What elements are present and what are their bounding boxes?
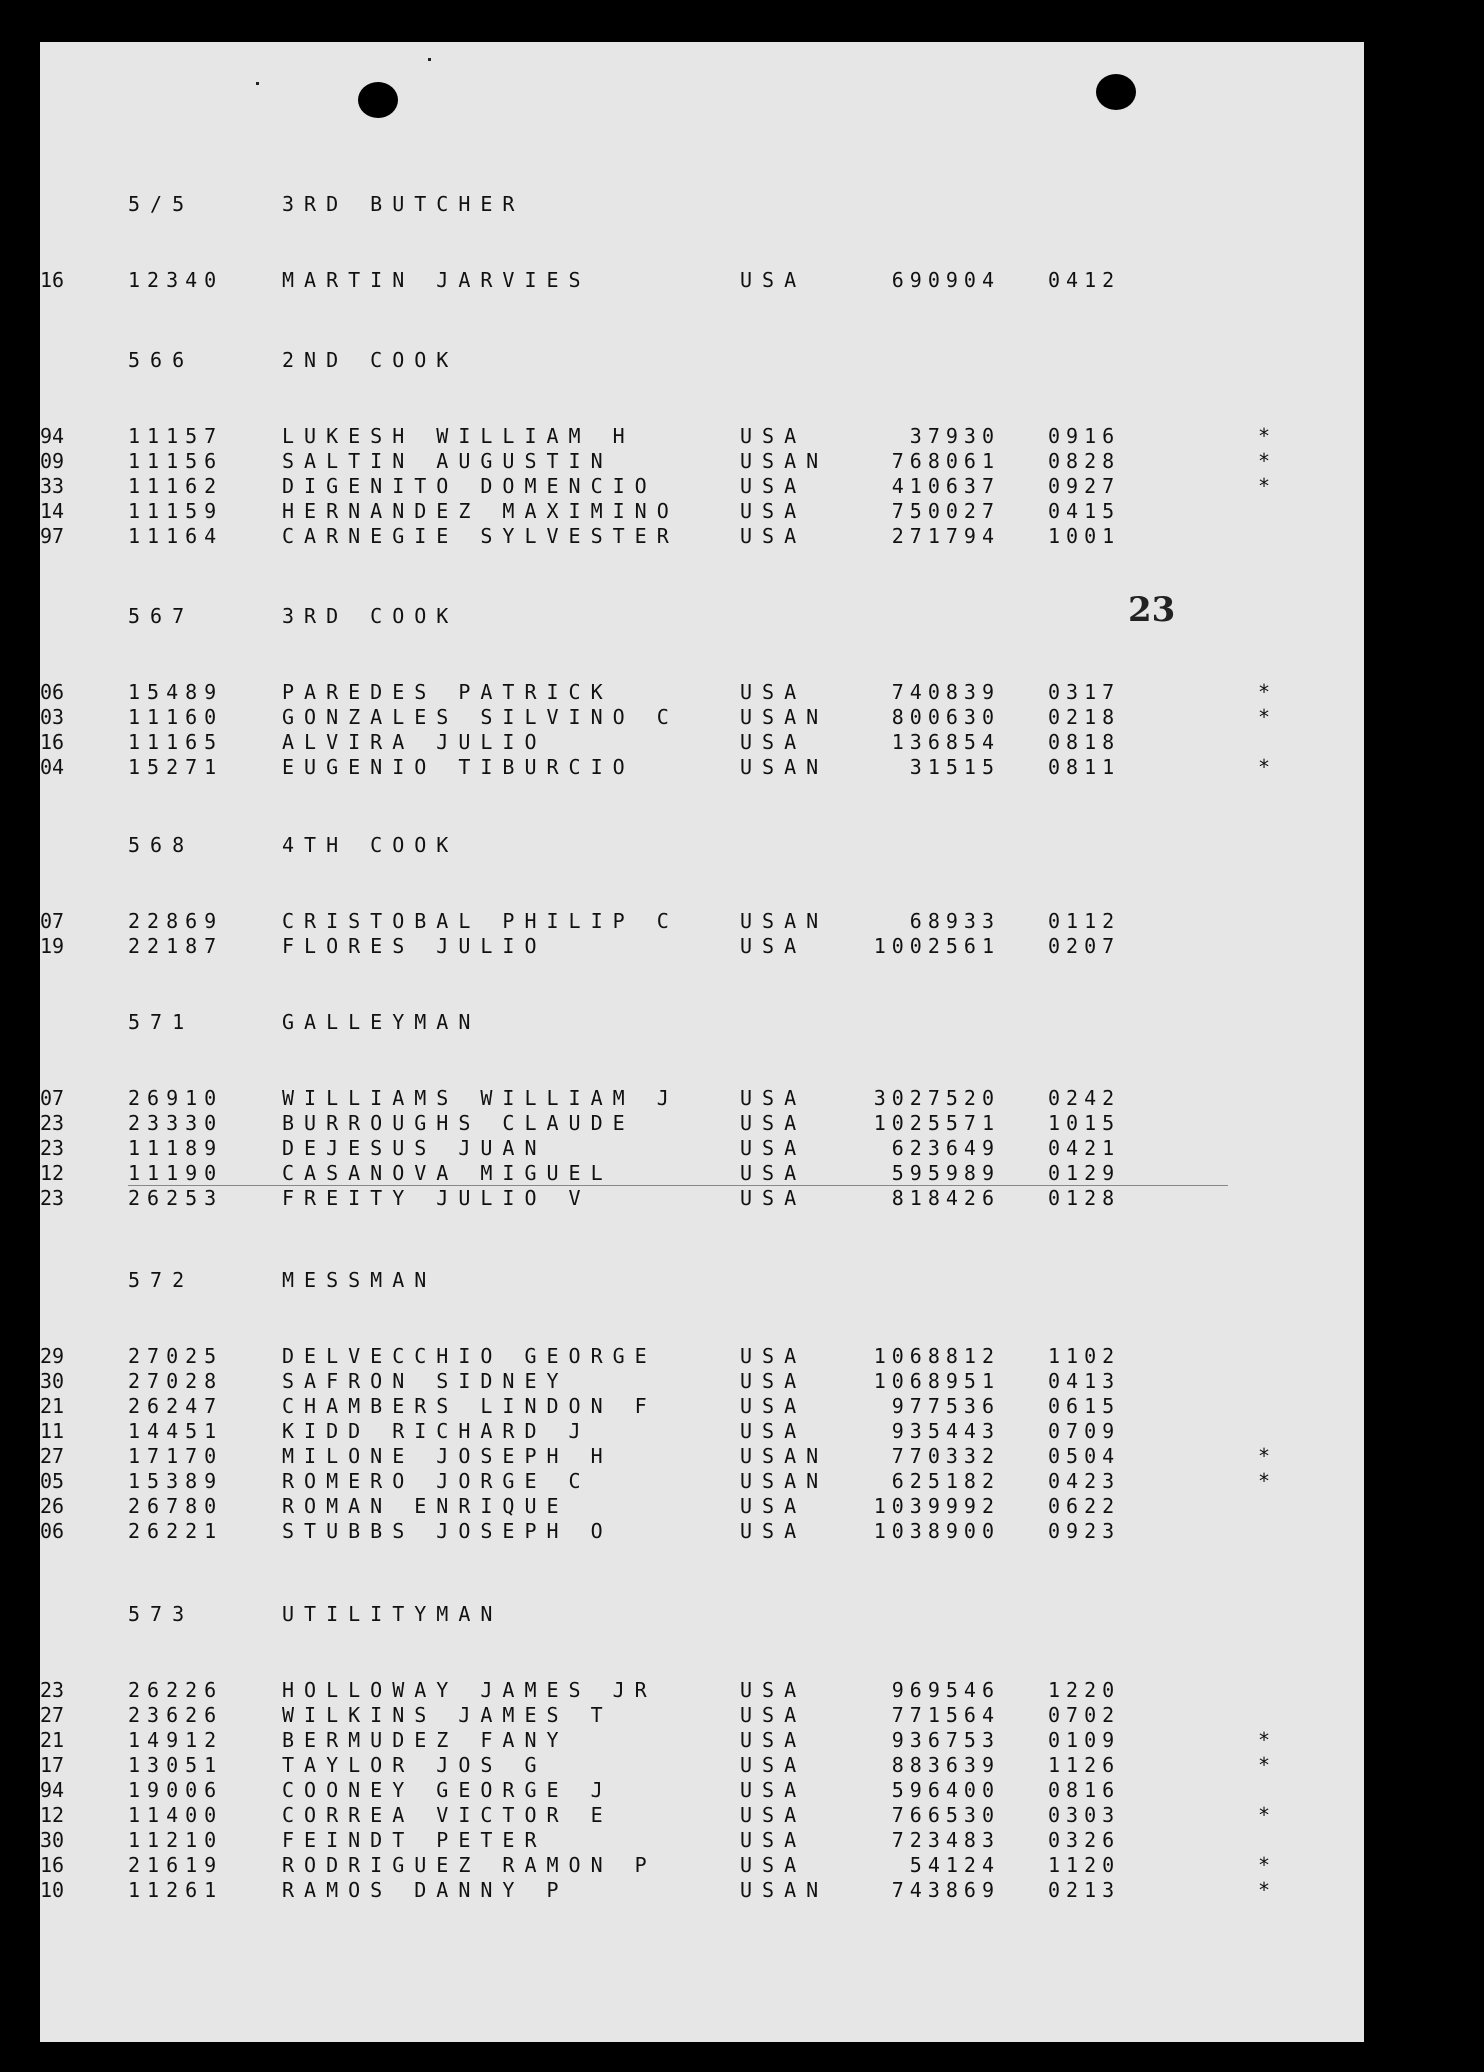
row-num: 1039992: [873, 1494, 1000, 1518]
row-num: 625182: [891, 1469, 1000, 1493]
row-num: 690904: [891, 268, 1000, 292]
row-name: ROMAN ENRIQUE: [282, 1494, 569, 1518]
row-num: 723483: [891, 1828, 1000, 1852]
row-mark: *: [1258, 1728, 1271, 1752]
row-mark: *: [1258, 705, 1271, 729]
row-id: 26226: [128, 1678, 224, 1702]
row-name: COONEY GEORGE J: [282, 1778, 613, 1802]
row-id: 23330: [128, 1111, 224, 1135]
row-name: CARNEGIE SYLVESTER: [282, 524, 679, 548]
row-num: 768061: [891, 449, 1000, 473]
row-id: 27028: [128, 1369, 224, 1393]
row-date: 1001: [1048, 524, 1121, 548]
row-nat: USA: [740, 1828, 807, 1852]
row-id: 23626: [128, 1703, 224, 1727]
row-num: 1068951: [873, 1369, 1000, 1393]
section-title: UTILITYMAN: [282, 1602, 503, 1626]
row-count: 23: [40, 1136, 65, 1160]
roster-row: [40, 1803, 1340, 1827]
row-num: 743869: [891, 1878, 1000, 1902]
roster-row: [40, 449, 1340, 473]
row-name: SAFRON SIDNEY: [282, 1369, 569, 1393]
row-nat: USA: [740, 1753, 807, 1777]
roster-row: [40, 730, 1340, 754]
row-mark: *: [1258, 680, 1271, 704]
row-id: 26247: [128, 1394, 224, 1418]
row-name: DEJESUS JUAN: [282, 1136, 547, 1160]
row-nat: USA: [740, 474, 807, 498]
row-date: 0412: [1048, 268, 1121, 292]
section-code: 571: [128, 1010, 195, 1034]
section-title: GALLEYMAN: [282, 1010, 481, 1034]
row-num: 935443: [891, 1419, 1000, 1443]
row-id: 22187: [128, 934, 224, 958]
section-code: 567: [128, 604, 195, 628]
section-title: 2ND COOK: [282, 348, 459, 372]
row-num: 969546: [891, 1678, 1000, 1702]
row-nat: USA: [740, 1186, 807, 1210]
row-count: 09: [40, 449, 65, 473]
row-nat: USA: [740, 1803, 807, 1827]
roster-row: [40, 424, 1340, 448]
row-name: PAREDES PATRICK: [282, 680, 613, 704]
roster-row: [40, 1186, 1340, 1210]
row-date: 0927: [1048, 474, 1121, 498]
row-num: 740839: [891, 680, 1000, 704]
row-name: DELVECCHIO GEORGE: [282, 1344, 657, 1368]
section-code: 5/5: [128, 192, 195, 216]
section-code: 572: [128, 1268, 195, 1292]
row-nat: USA: [740, 1494, 807, 1518]
row-count: 06: [40, 1519, 65, 1543]
row-num: 1038900: [873, 1519, 1000, 1543]
row-id: 19006: [128, 1778, 224, 1802]
row-date: 0923: [1048, 1519, 1121, 1543]
row-count: 16: [40, 730, 65, 754]
row-count: 07: [40, 909, 65, 933]
roster-row: [40, 1136, 1340, 1160]
row-id: 11156: [128, 449, 224, 473]
row-mark: *: [1258, 424, 1271, 448]
row-name: BURROUGHS CLAUDE: [282, 1111, 635, 1135]
row-count: 33: [40, 474, 65, 498]
row-date: 0112: [1048, 909, 1121, 933]
row-date: 0421: [1048, 1136, 1121, 1160]
row-nat: USA: [740, 1161, 807, 1185]
section-code: 573: [128, 1602, 195, 1626]
row-name: ALVIRA JULIO: [282, 730, 547, 754]
row-id: 17170: [128, 1444, 224, 1468]
roster-row: [40, 680, 1340, 704]
row-name: KIDD RICHARD J: [282, 1419, 591, 1443]
row-count: 03: [40, 705, 65, 729]
row-name: WILLIAMS WILLIAM J: [282, 1086, 679, 1110]
row-num: 1068812: [873, 1344, 1000, 1368]
row-nat: USA: [740, 268, 807, 292]
section-title: 3RD BUTCHER: [282, 192, 525, 216]
row-id: 11164: [128, 524, 224, 548]
section-code: 568: [128, 833, 195, 857]
row-count: 04: [40, 755, 65, 779]
section-title: 4TH COOK: [282, 833, 459, 857]
row-num: 410637: [891, 474, 1000, 498]
row-count: 94: [40, 1778, 65, 1802]
row-num: 68933: [909, 909, 1000, 933]
row-date: 0415: [1048, 499, 1121, 523]
row-date: 1102: [1048, 1344, 1121, 1368]
roster-row: [40, 1161, 1340, 1185]
row-nat: USA: [740, 1111, 807, 1135]
roster-row: [40, 499, 1340, 523]
row-id: 11400: [128, 1803, 224, 1827]
row-name: HOLLOWAY JAMES JR: [282, 1678, 657, 1702]
row-id: 22869: [128, 909, 224, 933]
row-name: STUBBS JOSEPH O: [282, 1519, 613, 1543]
punch-hole: [1096, 74, 1136, 110]
row-date: 0109: [1048, 1728, 1121, 1752]
row-num: 977536: [891, 1394, 1000, 1418]
row-name: BERMUDEZ FANY: [282, 1728, 569, 1752]
row-count: 29: [40, 1344, 65, 1368]
row-date: 0218: [1048, 705, 1121, 729]
row-date: 0615: [1048, 1394, 1121, 1418]
row-id: 11261: [128, 1878, 224, 1902]
roster-row: [40, 1469, 1340, 1493]
row-nat: USAN: [740, 449, 829, 473]
row-mark: *: [1258, 1444, 1271, 1468]
roster-row: [40, 1419, 1340, 1443]
row-date: 0811: [1048, 755, 1121, 779]
roster-row: [40, 1828, 1340, 1852]
row-nat: USA: [740, 1778, 807, 1802]
roster-row: [40, 1086, 1340, 1110]
row-id: 13051: [128, 1753, 224, 1777]
section-title: 3RD COOK: [282, 604, 459, 628]
row-id: 26253: [128, 1186, 224, 1210]
row-name: EUGENIO TIBURCIO: [282, 755, 635, 779]
row-num: 800630: [891, 705, 1000, 729]
roster-row: [40, 1444, 1340, 1468]
row-date: 0326: [1048, 1828, 1121, 1852]
row-nat: USA: [740, 1136, 807, 1160]
row-date: 0242: [1048, 1086, 1121, 1110]
row-id: 11190: [128, 1161, 224, 1185]
row-date: 0207: [1048, 934, 1121, 958]
row-num: 1002561: [873, 934, 1000, 958]
roster-row: [40, 474, 1340, 498]
row-num: 771564: [891, 1703, 1000, 1727]
row-mark: *: [1258, 1753, 1271, 1777]
row-nat: USAN: [740, 705, 829, 729]
roster-row: [40, 705, 1340, 729]
row-count: 30: [40, 1369, 65, 1393]
row-date: 0413: [1048, 1369, 1121, 1393]
row-num: 936753: [891, 1728, 1000, 1752]
row-date: 0423: [1048, 1469, 1121, 1493]
roster-row: [40, 1519, 1340, 1543]
row-num: 31515: [909, 755, 1000, 779]
row-count: 16: [40, 268, 65, 292]
row-date: 0816: [1048, 1778, 1121, 1802]
row-count: 97: [40, 524, 65, 548]
row-mark: *: [1258, 755, 1271, 779]
row-name: FLORES JULIO: [282, 934, 547, 958]
row-id: 12340: [128, 268, 224, 292]
roster-row: [40, 1753, 1340, 1777]
row-num: 770332: [891, 1444, 1000, 1468]
roster-row: [40, 934, 1340, 958]
row-count: 14: [40, 499, 65, 523]
row-name: CASANOVA MIGUEL: [282, 1161, 613, 1185]
row-num: 1025571: [873, 1111, 1000, 1135]
row-name: ROMERO JORGE C: [282, 1469, 591, 1493]
row-id: 21619: [128, 1853, 224, 1877]
row-name: CRISTOBAL PHILIP C: [282, 909, 679, 933]
row-name: MARTIN JARVIES: [282, 268, 591, 292]
row-id: 11160: [128, 705, 224, 729]
row-id: 26910: [128, 1086, 224, 1110]
row-num: 3027520: [873, 1086, 1000, 1110]
row-nat: USA: [740, 1678, 807, 1702]
row-date: 1015: [1048, 1111, 1121, 1135]
row-num: 37930: [909, 424, 1000, 448]
row-nat: USA: [740, 680, 807, 704]
row-name: TAYLOR JOS G: [282, 1753, 547, 1777]
roster-row: [40, 1494, 1340, 1518]
row-nat: USA: [740, 499, 807, 523]
row-count: 07: [40, 1086, 65, 1110]
row-id: 11159: [128, 499, 224, 523]
row-nat: USA: [740, 1344, 807, 1368]
row-mark: *: [1258, 1469, 1271, 1493]
row-count: 23: [40, 1111, 65, 1135]
punch-hole: [358, 82, 398, 118]
row-id: 11157: [128, 424, 224, 448]
row-nat: USA: [740, 1369, 807, 1393]
row-id: 14451: [128, 1419, 224, 1443]
row-mark: *: [1258, 474, 1271, 498]
roster-row: [40, 1703, 1340, 1727]
row-num: 750027: [891, 499, 1000, 523]
row-count: 10: [40, 1878, 65, 1902]
row-nat: USAN: [740, 1469, 829, 1493]
row-name: CORREA VICTOR E: [282, 1803, 613, 1827]
roster-row: [40, 1394, 1340, 1418]
roster-row: [40, 1111, 1340, 1135]
row-count: 12: [40, 1803, 65, 1827]
row-id: 11162: [128, 474, 224, 498]
row-name: CHAMBERS LINDON F: [282, 1394, 657, 1418]
row-id: 26780: [128, 1494, 224, 1518]
row-nat: USA: [740, 1703, 807, 1727]
row-count: 21: [40, 1728, 65, 1752]
row-count: 27: [40, 1703, 65, 1727]
page-number: 23: [1128, 590, 1176, 630]
row-name: FREITY JULIO V: [282, 1186, 591, 1210]
row-id: 26221: [128, 1519, 224, 1543]
row-mark: *: [1258, 1803, 1271, 1827]
roster-row: [40, 1728, 1340, 1752]
row-count: 30: [40, 1828, 65, 1852]
row-nat: USAN: [740, 1878, 829, 1902]
roster-row: [40, 1878, 1340, 1902]
row-date: 0702: [1048, 1703, 1121, 1727]
row-count: 27: [40, 1444, 65, 1468]
row-date: 0317: [1048, 680, 1121, 704]
row-nat: USA: [740, 524, 807, 548]
row-num: 818426: [891, 1186, 1000, 1210]
row-count: 21: [40, 1394, 65, 1418]
section-title: MESSMAN: [282, 1268, 437, 1292]
row-date: 0828: [1048, 449, 1121, 473]
section-code: 566: [128, 348, 195, 372]
row-id: 11210: [128, 1828, 224, 1852]
row-date: 0504: [1048, 1444, 1121, 1468]
row-name: HERNANDEZ MAXIMINO: [282, 499, 679, 523]
row-nat: USA: [740, 424, 807, 448]
row-date: 0818: [1048, 730, 1121, 754]
roster-row: [40, 268, 1340, 292]
row-id: 11165: [128, 730, 224, 754]
row-date: 0129: [1048, 1161, 1121, 1185]
row-count: 05: [40, 1469, 65, 1493]
row-date: 1126: [1048, 1753, 1121, 1777]
row-num: 883639: [891, 1753, 1000, 1777]
row-nat: USA: [740, 1086, 807, 1110]
row-date: 0709: [1048, 1419, 1121, 1443]
row-num: 623649: [891, 1136, 1000, 1160]
row-count: 19: [40, 934, 65, 958]
row-name: RODRIGUEZ RAMON P: [282, 1853, 657, 1877]
row-date: 1120: [1048, 1853, 1121, 1877]
row-id: 15489: [128, 680, 224, 704]
row-nat: USA: [740, 1394, 807, 1418]
row-mark: *: [1258, 1878, 1271, 1902]
roster-row: [40, 1853, 1340, 1877]
row-name: FEINDT PETER: [282, 1828, 547, 1852]
row-name: MILONE JOSEPH H: [282, 1444, 613, 1468]
row-num: 271794: [891, 524, 1000, 548]
row-num: 596400: [891, 1778, 1000, 1802]
row-name: WILKINS JAMES T: [282, 1703, 613, 1727]
roster-row: [40, 755, 1340, 779]
roster-row: [40, 909, 1340, 933]
row-name: SALTIN AUGUSTIN: [282, 449, 613, 473]
row-nat: USA: [740, 1419, 807, 1443]
document-page: [40, 42, 1364, 2042]
roster-row: [40, 1678, 1340, 1702]
row-nat: USA: [740, 934, 807, 958]
row-nat: USA: [740, 1853, 807, 1877]
row-name: RAMOS DANNY P: [282, 1878, 569, 1902]
row-nat: USA: [740, 730, 807, 754]
row-mark: *: [1258, 449, 1271, 473]
row-count: 11: [40, 1419, 65, 1443]
row-id: 14912: [128, 1728, 224, 1752]
row-id: 27025: [128, 1344, 224, 1368]
row-date: 0622: [1048, 1494, 1121, 1518]
row-nat: USA: [740, 1728, 807, 1752]
row-num: 136854: [891, 730, 1000, 754]
row-count: 94: [40, 424, 65, 448]
roster-row: [40, 524, 1340, 548]
row-count: 16: [40, 1853, 65, 1877]
row-count: 23: [40, 1678, 65, 1702]
row-mark: *: [1258, 1853, 1271, 1877]
row-date: 0916: [1048, 424, 1121, 448]
speck: [428, 58, 431, 61]
row-nat: USAN: [740, 909, 829, 933]
roster-row: [40, 1344, 1340, 1368]
row-num: 54124: [909, 1853, 1000, 1877]
row-nat: USA: [740, 1519, 807, 1543]
row-id: 11189: [128, 1136, 224, 1160]
row-count: 26: [40, 1494, 65, 1518]
row-date: 0128: [1048, 1186, 1121, 1210]
row-count: 17: [40, 1753, 65, 1777]
row-name: DIGENITO DOMENCIO: [282, 474, 657, 498]
roster-row: [40, 1369, 1340, 1393]
row-count: 06: [40, 680, 65, 704]
speck: [256, 82, 259, 85]
row-id: 15271: [128, 755, 224, 779]
row-name: LUKESH WILLIAM H: [282, 424, 635, 448]
row-name: GONZALES SILVINO C: [282, 705, 679, 729]
row-num: 766530: [891, 1803, 1000, 1827]
row-id: 15389: [128, 1469, 224, 1493]
row-nat: USAN: [740, 1444, 829, 1468]
row-date: 0303: [1048, 1803, 1121, 1827]
row-date: 1220: [1048, 1678, 1121, 1702]
row-count: 12: [40, 1161, 65, 1185]
row-nat: USAN: [740, 755, 829, 779]
roster-row: [40, 1778, 1340, 1802]
row-num: 595989: [891, 1161, 1000, 1185]
row-count: 23: [40, 1186, 65, 1210]
row-date: 0213: [1048, 1878, 1121, 1902]
